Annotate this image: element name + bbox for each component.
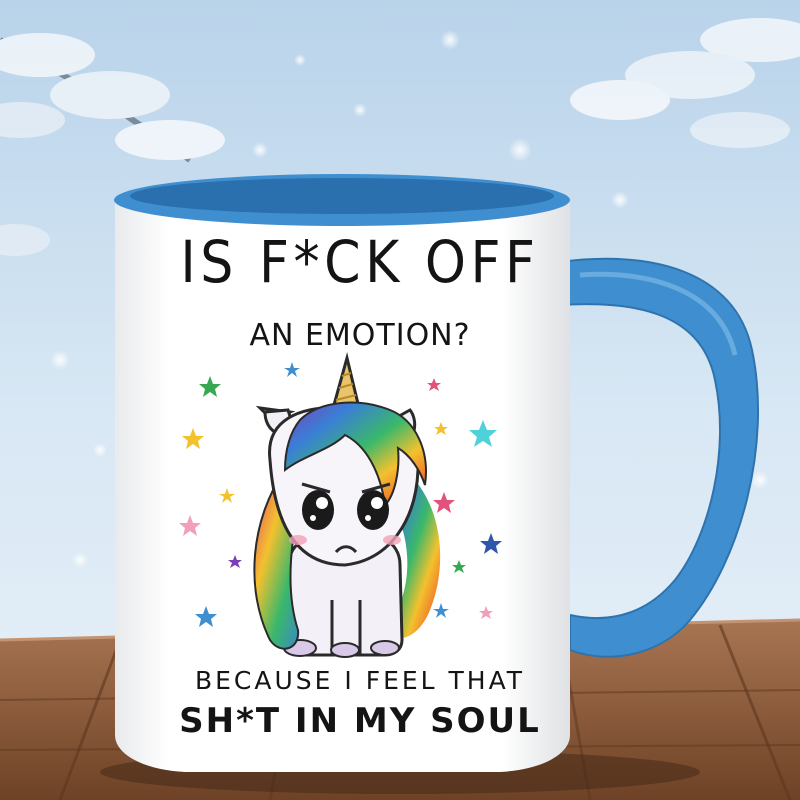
- mug-tagline-line2: SH*T IN MY SOUL: [179, 701, 541, 741]
- mug-inside: [130, 178, 554, 214]
- mug-subheadline: AN EMOTION?: [249, 318, 471, 353]
- mug-tagline-line1: BECAUSE I FEEL THAT: [194, 666, 526, 695]
- mug-headline: IS F*CK OFF: [180, 228, 540, 296]
